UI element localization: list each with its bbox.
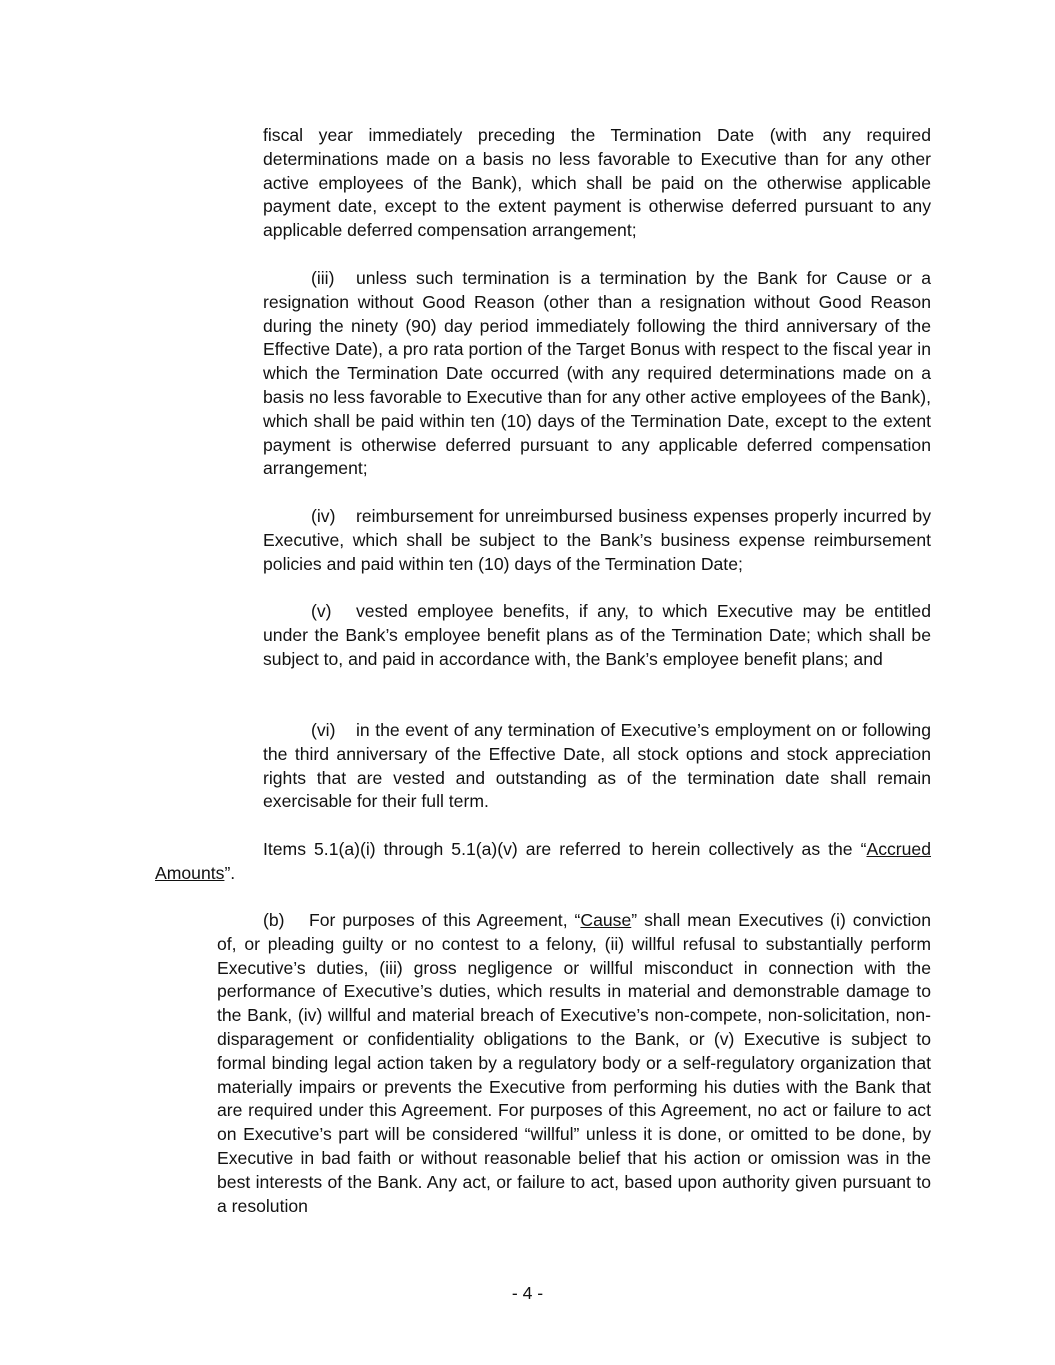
paragraph-number: (b)	[263, 910, 285, 930]
paragraph-vi	[263, 719, 931, 814]
paragraph-text: in the event of any termination of Executive’s employment on or following the third anniversary of the Effective Date, all stock options and stock appreciation rights that are vested and outstanding as of the termination date shall remain exercisable for their full term.	[263, 720, 931, 812]
paragraph-text: vested employee benefits, if any, to which Executive may be entitled under the Bank’s employee benefit plans as of the Termination Date; which shall be subject to, and paid in accordance with, the Bank’s employee benefit plans; and	[263, 601, 931, 669]
paragraph-number: (iii)	[311, 268, 335, 288]
accrued-text-after: ”.	[224, 862, 236, 883]
paragraph-b-cause	[217, 909, 931, 1218]
accrued-text-before: Items 5.1(a)(i) through 5.1(a)(v) are referred to herein collectively as the “	[263, 839, 867, 859]
paragraph-v	[263, 600, 931, 671]
cause-term: Cause	[580, 910, 632, 930]
cause-text-before: For purposes of this Agreement, “	[309, 910, 581, 930]
paragraph-number: (vi)	[311, 720, 336, 740]
paragraph-iv	[263, 505, 931, 576]
page-number: - 4 -	[511, 1283, 544, 1303]
paragraph-text: unless such termination is a termination by the Bank for Cause or a resignation without Good Reason (other than a resignation without Good Reason during the ninety (90) day period immediately following the third anniversary of the Effective Date), a pro rata portion of the Target Bonus with respect to the fiscal year in which the Termination Date occurred (with any required determinations made on a basis no less favorable to Executive than for any other active employees of the Bank), which shall be paid within ten (10) days of the Termination Date, except to the extent payment is otherwise deferred pursuant to any applicable deferred compensation arrangement;	[263, 268, 931, 479]
paragraph-number: (v)	[311, 601, 332, 621]
paragraph-text: reimbursement for unreimbursed business expenses properly incurred by Executive, which shall be subject to the Bank’s business expense reimbursement policies and paid within ten (10) days of the Termination Date;	[263, 506, 931, 574]
accrued-amounts-paragraph	[155, 838, 931, 886]
paragraph-iii	[263, 267, 931, 481]
paragraph-ii-continued	[263, 124, 931, 243]
paragraph-number: (iv)	[311, 506, 336, 526]
cause-text-after: ” shall mean Executives (i) conviction of, or pleading guilty or no contest to a felony, (ii) willful refusal to substantially perform Executive’s duties, (iii) gross negligence or willful misconduct in connection with the performance of Executive’s duties, which results in material and demonstrable damage to the Bank, (iv) willful and material breach of Executive’s non-compete, non-solicitation, non-disparagement or confidentiality obligations to the Bank, or (v) Executive is subject to formal binding legal action taken by a regulatory body or a self-regulatory organization that materially impairs or prevents the Executive from performing his duties with the Bank that are required under this Agreement. For purposes of this Agreement, no act or failure to act on Executive’s part will be considered “willful” unless it is done, or omitted to be done, by Executive in bad faith or without reasonable belief that his action or omission was in the best interests of the Bank. Any act, or failure to act, based upon authority given pursuant to a resolution	[217, 910, 931, 1216]
accrued-amounts-term: Accrued Amounts	[155, 839, 931, 883]
paragraph-text: fiscal year immediately preceding the Termination Date (with any required determinations made on a basis no less favorable to Executive than for any other active employees of the Bank), which shall be paid on the otherwise applicable payment date, except to the extent payment is otherwise deferred pursuant to any applicable deferred compensation arrangement;	[263, 125, 931, 241]
